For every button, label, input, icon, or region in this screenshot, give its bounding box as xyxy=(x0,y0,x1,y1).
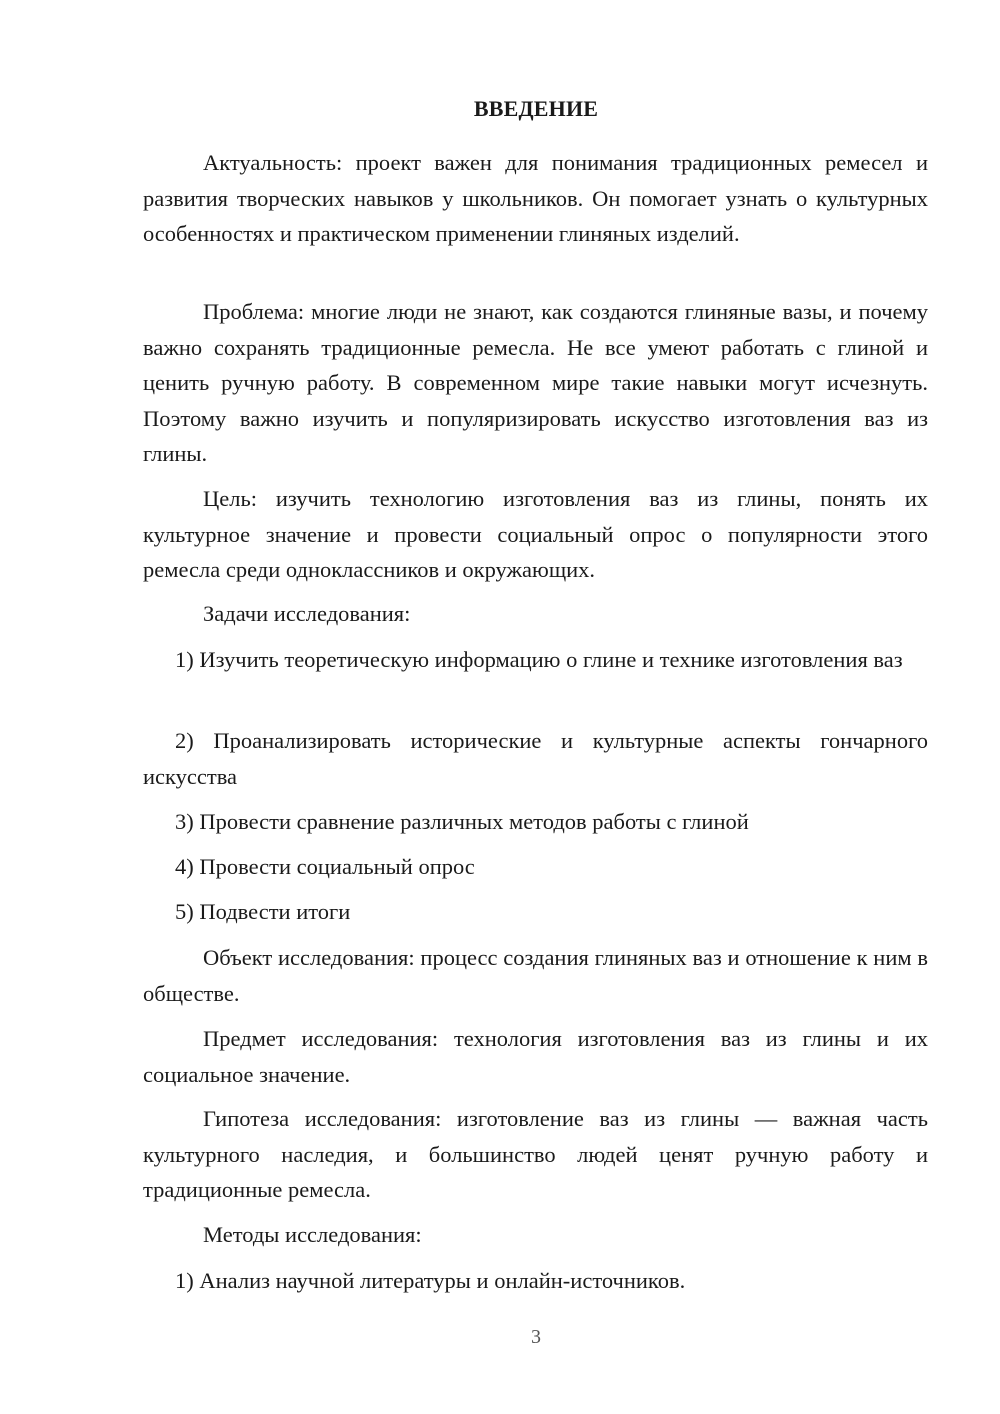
paragraph-problem: Проблема: многие люди не знают, как создаются глиняные вазы, и почему важно сохранять традиционные ремесла. Не все умеют работать с глиной и ценить ручную работу. В современном мире такие навыки могут исчезнуть. Поэтому важно изучить и популяризировать искусство изготовления ваз из глины. xyxy=(143,299,928,466)
task-item-4: 4) Провести социальный опрос xyxy=(175,854,475,879)
paragraph-subject: Предмет исследования: технология изготовления ваз из глины и их социальное значение. xyxy=(143,1026,928,1087)
methods-title: Методы исследования: xyxy=(203,1222,422,1247)
task-item-2: 2) Проанализировать исторические и культурные аспекты гончарного искусства xyxy=(143,728,928,789)
page-number: 3 xyxy=(531,1326,541,1348)
tasks-title: Задачи исследования: xyxy=(203,601,411,626)
task-item-1: 1) Изучить теоретическую информацию о глине и технике изготовления ваз xyxy=(175,647,903,672)
paragraph-object: Объект исследования: процесс создания глиняных ваз и отношение к ним в обществе. xyxy=(143,945,928,1006)
paragraph-relevance: Актуальность: проект важен для понимания традиционных ремесел и развития творческих навыков у школьников. Он помогает узнать о культурных особенностях и практическом применении глиняных изделий. xyxy=(143,150,928,246)
method-item-1: 1) Анализ научной литературы и онлайн-источников. xyxy=(175,1268,686,1293)
task-item-3: 3) Провести сравнение различных методов работы с глиной xyxy=(175,809,749,834)
paragraph-hypothesis: Гипотеза исследования: изготовление ваз из глины — важная часть культурного наследия, и большинство людей ценят ручную работу и традиционные ремесла. xyxy=(143,1106,928,1202)
paragraph-goal: Цель: изучить технологию изготовления ваз из глины, понять их культурное значение и провести социальный опрос о популярности этого ремесла среди одноклассников и окружающих. xyxy=(143,486,928,582)
section-heading: ВВЕДЕНИЕ xyxy=(473,96,599,121)
task-item-5: 5) Подвести итоги xyxy=(175,899,351,924)
